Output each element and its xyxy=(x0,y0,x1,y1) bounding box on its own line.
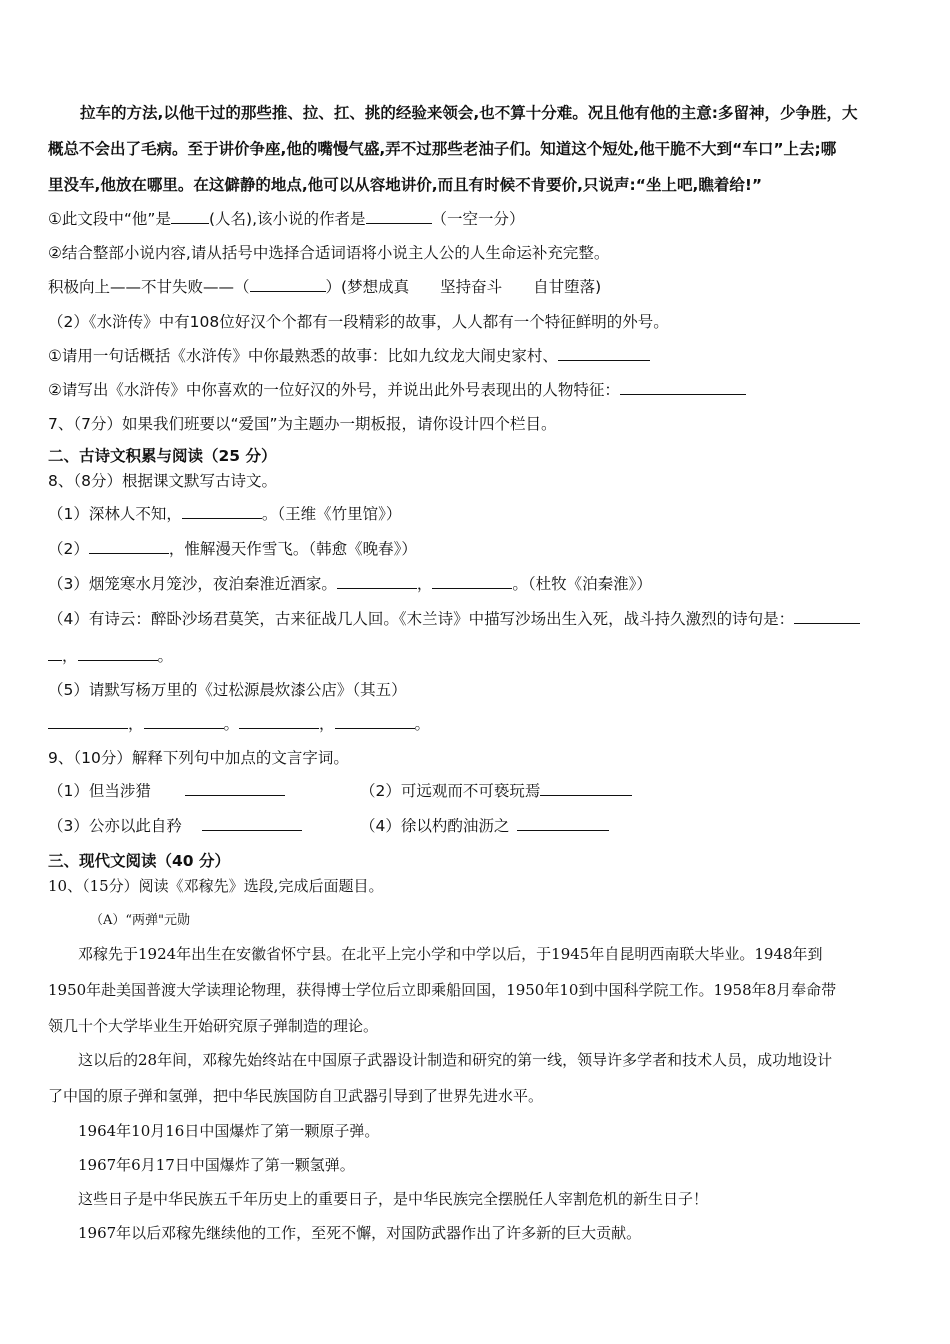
answer-blank[interactable] xyxy=(89,538,169,554)
passage-line-2: 概总不会出了毛病。至于讲价争座,他的嘴慢气盛,弄不过那些老油子们。知道这个短处,他干脆不大到“车口”上去;哪 xyxy=(48,140,837,158)
answer-blank[interactable] xyxy=(517,815,609,831)
answer-blank[interactable] xyxy=(432,573,512,589)
q6-part-2: （2）《水浒传》中有108位好汉个个都有一段精彩的故事，人人都有一个特征鲜明的外号。 xyxy=(48,313,669,331)
q10-para-4: 1967年6月17日中国爆炸了第一颗氢弹。 xyxy=(78,1156,355,1174)
answer-blank[interactable] xyxy=(794,608,860,624)
answer-blank[interactable] xyxy=(620,379,746,395)
q9-item-2: （2）可远观而不可亵玩焉 xyxy=(360,780,632,802)
q9-item-3: （3）公亦以此自矜 xyxy=(48,815,302,837)
answer-blank[interactable] xyxy=(335,713,415,729)
q9-item-1: （1）但当涉猎 xyxy=(48,780,285,802)
q10-para-1-line-2: 1950年赴美国普渡大学读理论物理，获得博士学位后立即乘船回国，1950年10到中国科学院工作。1958年8月奉命带 xyxy=(48,981,837,999)
q10-para-2-line-2: 了中国的原子弹和氢弹，把中华民族国防自卫武器引导到了世界先进水平。 xyxy=(48,1087,544,1105)
answer-blank[interactable] xyxy=(366,208,432,224)
passage-line-1: 拉车的方法,以他干过的那些推、拉、扛、挑的经验来领会,也不算十分难。况且他有他的主意:多留神，少争胜，大 xyxy=(80,104,858,122)
section-3-heading: 三、现代文阅读（40 分） xyxy=(48,852,230,870)
q10-para-6: 1967年以后邓稼先继续他的工作，至死不懈，对国防武器作出了许多新的巨大贡献。 xyxy=(78,1224,642,1242)
question-7: 7、（7分）如果我们班要以“爱国”为主题办一期板报，请你设计四个栏目。 xyxy=(48,415,557,433)
q6-item-b: ②结合整部小说内容,请从括号中选择合适词语将小说主人公的人生命运补充完整。 xyxy=(48,244,610,262)
answer-blank[interactable] xyxy=(144,713,224,729)
answer-blank[interactable] xyxy=(239,713,319,729)
q10-para-3: 1964年10月16日中国爆炸了第一颗原子弹。 xyxy=(78,1122,380,1140)
q9-item-4: （4）徐以杓酌油沥之 xyxy=(360,815,609,837)
answer-blank[interactable] xyxy=(558,345,650,361)
question-9-title: 9、（10分）解释下列句中加点的文言字词。 xyxy=(48,749,349,767)
q10-para-1-line-1: 邓稼先于1924年出生在安徽省怀宁县。在北平上完小学和中学以后，于1945年自昆明西南联大毕业。1948年到 xyxy=(78,945,823,963)
q8-line-3: （3）烟笼寒水月笼沙，夜泊秦淮近酒家。 ， 。（杜牧《泊秦淮》） xyxy=(48,575,652,593)
q8-line-4: （4）有诗云：醉卧沙场君莫笑，古来征战几人回。《木兰诗》中描写沙场出生入死，战斗持久激烈的诗句是： xyxy=(48,608,860,630)
passage-line-3: 里没车,他放在哪里。在这僻静的地点,他可以从容地讲价,而且有时候不肯要价,只说声:“坐上吧,瞧着给!” xyxy=(48,176,763,194)
q10-para-2-line-1: 这以后的28年间，邓稼先始终站在中国原子武器设计制造和研究的第一线，领导许多学者和技术人员，成功地设计 xyxy=(78,1051,833,1069)
q8-line-2: （2） ，惟解漫天作雪飞。（韩愈《晚春》） xyxy=(48,540,417,558)
answer-blank[interactable] xyxy=(48,645,62,661)
passage-subtitle: （A）“两弹"元勋 xyxy=(90,913,191,928)
answer-blank[interactable] xyxy=(337,573,417,589)
q8-line-4-cont: ， 。 xyxy=(48,645,173,667)
q10-para-1-line-3: 领几十个大学毕业生开始研究原子弹制造的理论。 xyxy=(48,1017,379,1035)
answer-blank[interactable] xyxy=(250,276,326,292)
answer-blank[interactable] xyxy=(540,780,632,796)
answer-blank[interactable] xyxy=(185,780,285,796)
answer-blank[interactable] xyxy=(48,713,128,729)
question-10-title: 10、（15分）阅读《邓稼先》选段,完成后面题目。 xyxy=(48,877,384,895)
q8-line-1: （1）深林人不知， 。（王维《竹里馆》） xyxy=(48,505,402,523)
section-2-heading: 二、古诗文积累与阅读（25 分） xyxy=(48,447,277,465)
q8-line-5: （5）请默写杨万里的《过松源晨炊漆公店》（其五） xyxy=(48,681,407,699)
answer-blank[interactable] xyxy=(78,645,158,661)
question-8-title: 8、（8分）根据课文默写古诗文。 xyxy=(48,472,277,490)
q6-part-2a: ①请用一句话概括《水浒传》中你最熟悉的故事：比如九纹龙大闹史家村、 xyxy=(48,345,650,367)
q6-part-2b: ②请写出《水浒传》中你喜欢的一位好汉的外号，并说出此外号表现出的人物特征： xyxy=(48,379,746,401)
q8-line-5-blanks: ， 。 ， 。 xyxy=(48,713,430,735)
answer-blank[interactable] xyxy=(202,815,302,831)
answer-blank[interactable] xyxy=(182,503,262,519)
q10-para-5: 这些日子是中华民族五千年历史上的重要日子，是中华民族完全摆脱任人宰割危机的新生日子！ xyxy=(78,1190,709,1208)
q6-item-c: 积极向上——不甘失败——（ ）(梦想成真 坚持奋斗 自甘堕落) xyxy=(48,278,602,296)
q6-item-a: ①此文段中“他”是 (人名),该小说的作者是 （一空一分） xyxy=(48,210,525,228)
answer-blank[interactable] xyxy=(171,208,209,224)
